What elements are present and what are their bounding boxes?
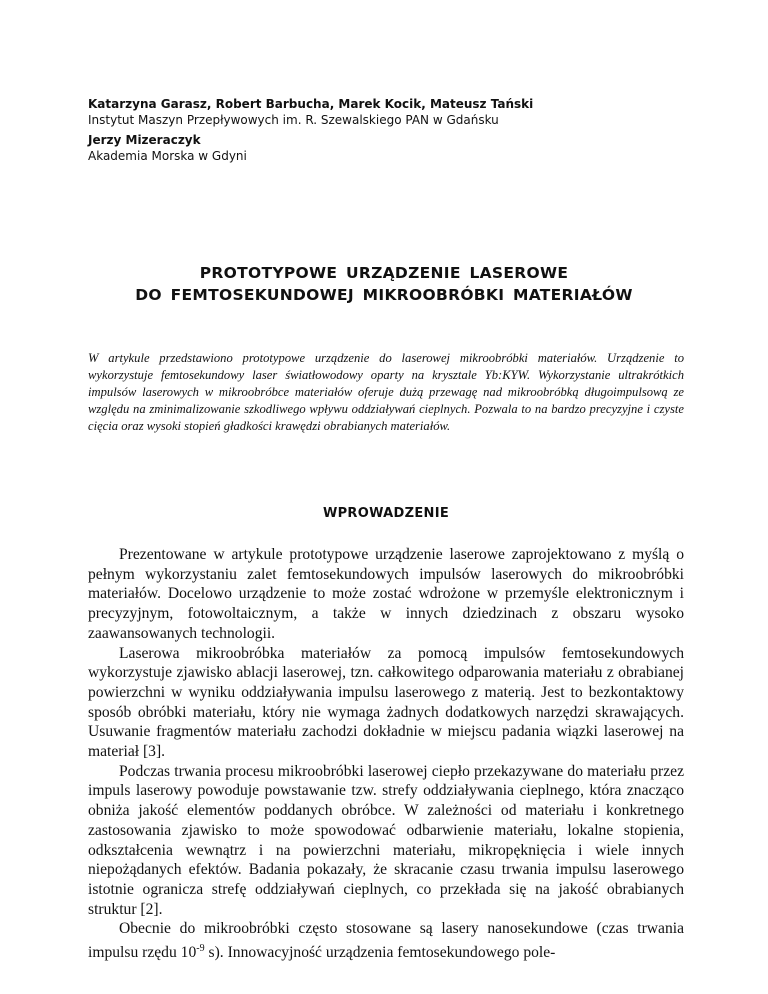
title-line-2: DO FEMTOSEKUNDOWEJ MIKROOBRÓBKI MATERIAŁÓW	[135, 286, 633, 304]
author-names: Jerzy Mizeraczyk	[88, 133, 201, 147]
author-affiliation: Instytut Maszyn Przepływowych im. R. Szewalskiego PAN w Gdańsku	[88, 113, 499, 127]
author-names: Katarzyna Garasz, Robert Barbucha, Marek Kocik, Mateusz Tański	[88, 97, 534, 111]
text-segment: Obecnie do mikroobróbki często stosowane są lasery nanosekundowe (czas trwania impulsu rzędu 10	[88, 920, 684, 962]
abstract: W artykule przedstawiono prototypowe urządzenie do laserowej mikroobróbki materiałów. Urządzenie to wykorzystuje femtosekundowy laser światłowodowy oparty na krysztale Yb:KYW. Wykorzystanie ultrakrótkich impulsów laserowych w mikroobróbce materiałów oferuje dużą przewagę nad mikroobróbką długoimpulsową ze względu na zminimalizowanie szkodliwego wpływu oddziaływań cieplnych. Pozwala to na bardzo precyzyjne i czyste cięcia oraz wysoki stopień gładkości krawędzi obrabianych materiałów.	[88, 351, 684, 433]
section-heading: WPROWADZENIE	[322, 506, 450, 521]
paragraph: Laserowa mikroobróbka materiałów za pomocą impulsów femtosekundowych wykorzystuje zjawisko ablacji laserowej, tzn. całkowitego odparowania materiału z obrabianej powierzchni w wyniku oddziaływania impulsu laserowego z materią. Jest to bezkontaktowy sposób obróbki materiału, który nie wymaga żadnych dodatkowych narzędzi skrawających. Usuwanie fragmentów materiału zachodzi dokładnie w miejscu padania wiązki laserowej na materiał [3].	[88, 644, 684, 761]
author-group-2	[88, 132, 708, 164]
title-line-1: PROTOTYPOWE URZĄDZENIE LASEROWE	[199, 264, 569, 282]
text-segment: s). Innowacyjność urządzenia femtosekundowego pole-	[204, 944, 556, 962]
paragraph-last	[88, 919, 684, 963]
exponent: -9	[196, 943, 205, 955]
paragraph: Prezentowane w artykule prototypowe urządzenie laserowe zaprojektowano z myślą o pełnym wykorzystaniu zalet femtosekundowych impulsów laserowych do mikroobróbki materiałów. Docelowo urządzenie to może zostać wdrożone w przemyśle elektronicznym i precyzyjnym, fotowoltaicznym, a także w innych dziedzinach z obszaru wysoko zaawansowanych technologii.	[88, 546, 684, 642]
author-affiliation: Akademia Morska w Gdyni	[88, 149, 247, 163]
paper-title	[60, 262, 708, 306]
body-text	[88, 545, 684, 963]
author-block	[88, 96, 708, 168]
paragraph: Podczas trwania procesu mikroobróbki laserowej ciepło przekazywane do materiału przez impuls laserowy powoduje powstawanie tzw. strefy oddziaływania cieplnego, która znacząco obniża jakość elementów poddanych obróbce. W zależności od materiału i konkretnego zastosowania zjawisko to może spowodować odbarwienie materiału, lokalne stopienia, odkształcenia wewnątrz i na powierzchni materiału, mikropęknięcia i wiele innych niepożądanych efektów. Badania pokazały, że skracanie czasu trwania impulsu laserowego istotnie ogranicza strefę oddziaływań cieplnych, co przekłada się na jakość obrabianych struktur [2].	[88, 762, 684, 918]
author-group-1	[88, 96, 708, 128]
